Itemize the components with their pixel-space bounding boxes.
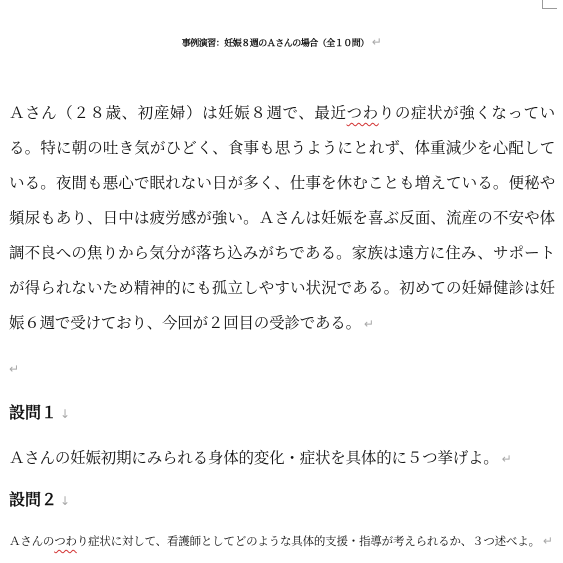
spellcheck-flagged-word: つわ [54, 534, 77, 548]
title-text: 事例演習：妊娠８週のＡさんの場合（全１０問） [181, 39, 369, 49]
line-break-mark-icon: ↓ [60, 407, 71, 421]
question-1-heading [9, 400, 70, 423]
question-2-text [9, 533, 553, 549]
question-body-text-rest: り症状に対して、看護師としてどのような具体的支援・指導が考えられるか、３つ述べよ。 [76, 534, 540, 548]
paragraph-mark-icon: ↵ [501, 452, 512, 466]
spellcheck-flagged-word: つわ [346, 104, 379, 122]
empty-paragraph [9, 358, 19, 386]
line-break-mark-icon: ↓ [60, 494, 71, 508]
paragraph-mark-icon: ↵ [363, 317, 374, 331]
paragraph-mark-icon: ↵ [542, 534, 553, 548]
question-heading-text: 設問２ [9, 490, 58, 509]
paragraph-text-start: Ａさん（２８歳、初産婦）は妊娠８週で、最近 [9, 104, 347, 122]
case-description-paragraph [9, 96, 555, 342]
paragraph-text-rest: りの症状が強くなっている。特に朝の吐き気がひどく、食事も思うようにとれず、体重減少を心配している。夜間も悪心で眠れない日が多く、仕事を休むことも増えている。便秘や頻尿もあり、日中は疲労感が強い。Ａさんは妊娠を喜ぶ反面、流産の不安や体調不良への焦りから気分が落ち込みがちである。家族は遠方に住み、サポートが得られないため精神的にも孤立しやすい状況である。初めての妊婦健診は妊娠６週で受けており、今回が２回目の受診である。 [9, 104, 555, 332]
question-1-text [9, 446, 511, 468]
document-title [0, 35, 563, 49]
question-2-heading [9, 487, 70, 510]
question-body-text: Ａさんの妊娠初期にみられる身体的変化・症状を具体的に５つ挙げよ。 [9, 449, 499, 467]
paragraph-mark-icon: ↵ [9, 362, 20, 376]
question-heading-text: 設問１ [9, 403, 58, 422]
paragraph-mark-icon: ↵ [371, 35, 382, 49]
page-corner-marker [542, 0, 557, 9]
question-body-text-start: Ａさんの [9, 534, 55, 548]
